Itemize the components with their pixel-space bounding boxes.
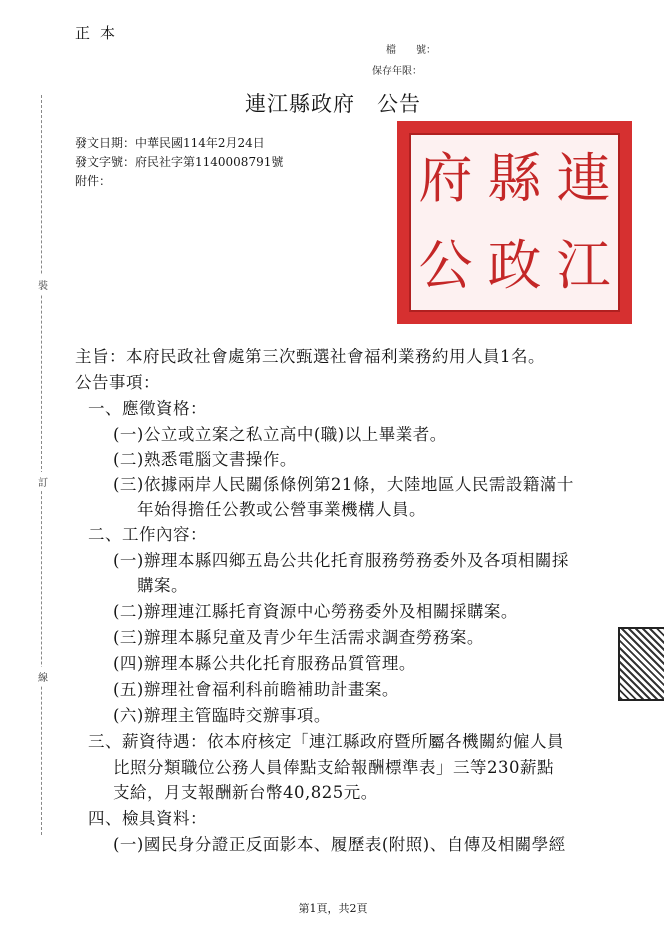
page-title: 連江縣政府 公告 [245, 92, 421, 116]
list-item: (一)國民身分證正反面影本、履歷表(附照)、自傳及相關學經 [113, 835, 566, 854]
paragraph-continued: 比照分類職位公務人員俸點支給報酬標準表」三等230薪點 [113, 758, 554, 777]
page-footer: 第1頁，共2頁 [298, 902, 368, 915]
seal-char: 連 [556, 146, 611, 210]
secondary-stamp [618, 627, 664, 701]
section-heading: 二、工作內容： [88, 525, 207, 544]
list-item: (一)辦理本縣四鄉五島公共化托育服務勞務委外及各項相關採 [113, 551, 569, 570]
binding-line [41, 95, 50, 835]
seal-char: 縣 [487, 146, 542, 210]
section-heading: 四、檢具資料： [88, 809, 207, 828]
binding-mark: 裝 [38, 275, 48, 294]
seal-char: 江 [556, 234, 611, 298]
items-heading: 公告事項： [75, 373, 160, 392]
attachment: 附件： [75, 174, 112, 188]
list-item-continued: 年始得擔任公教或公營事業機構人員。 [137, 500, 426, 519]
seal-char: 公 [418, 234, 473, 298]
list-item: (三)辦理本縣兒童及青少年生活需求調查勞務案。 [113, 628, 484, 647]
list-item: (二)辦理連江縣托育資源中心勞務委外及相關採購案。 [113, 602, 518, 621]
list-item: (三)依據兩岸人民關係條例第21條，大陸地區人民需設籍滿十 [113, 475, 574, 494]
paragraph-continued: 支給，月支報酬新台幣40,825元。 [113, 783, 378, 802]
list-item: (二)熟悉電腦文書操作。 [113, 450, 297, 469]
file-number-label: 檔 號： [386, 45, 436, 56]
subject: 主旨：本府民政社會處第三次甄選社會福利業務約用人員1名。 [75, 347, 545, 366]
list-item: (五)辦理社會福利科前瞻補助計畫案。 [113, 680, 399, 699]
section-heading: 三、薪資待遇：依本府核定「連江縣政府暨所屬各機關約僱人員 [88, 732, 564, 751]
list-item-continued: 購案。 [137, 576, 188, 595]
official-seal [397, 121, 632, 324]
binding-mark: 線 [38, 667, 48, 686]
document-number: 發文字號：府民社字第1140008791號 [75, 155, 284, 169]
copy-label: 正本 [75, 24, 126, 42]
list-item: (一)公立或立案之私立高中(職)以上畢業者。 [113, 425, 447, 444]
seal-char: 府 [418, 146, 473, 210]
list-item: (四)辦理本縣公共化托育服務品質管理。 [113, 654, 416, 673]
section-heading: 一、應徵資格： [88, 399, 207, 418]
retention-period-label: 保存年限： [372, 66, 422, 77]
issue-date: 發文日期：中華民國114年2月24日 [75, 136, 265, 150]
seal-char: 政 [487, 234, 542, 298]
list-item: (六)辦理主管臨時交辦事項。 [113, 706, 331, 725]
binding-mark: 訂 [38, 472, 48, 491]
